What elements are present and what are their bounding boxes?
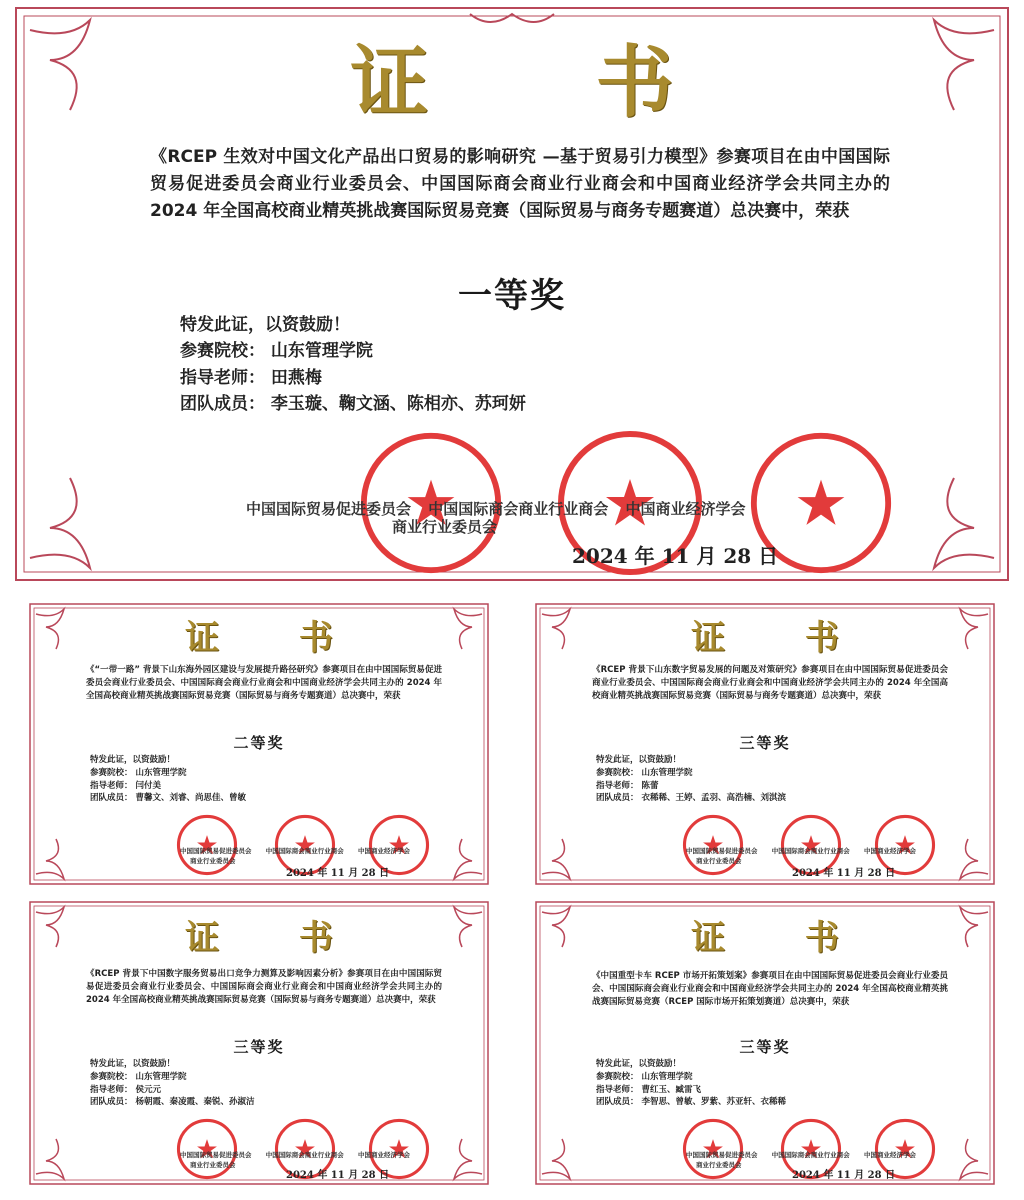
org-1-line2: 商业行业委员会 — [392, 518, 498, 536]
org-2: 中国国际商会商业行业商会 — [771, 847, 850, 855]
certificate-body: 《中国重型卡车 RCEP 市场开拓策划案》参赛项目在由中国国际贸易促进委员会商业行业委员会、中国国际商会商业行业商会和中国商业经济学会共同主办的 2024 年全国高校商业精英挑战赛国际贸易竞赛（RCEP 国际市场开拓策划赛道）总决赛中，荣获 — [592, 971, 948, 1008]
issue-date: 2024 年 11 月 28 日 — [792, 1170, 896, 1181]
issuing-organizations — [24, 1150, 494, 1159]
issue-date: 2024 年 11 月 28 日 — [286, 1170, 390, 1181]
award-level: 三等奖 — [739, 1038, 791, 1056]
award-level: 三等奖 — [739, 734, 791, 752]
certificate-details — [596, 1058, 786, 1109]
org-1: 中国国际贸易促进委员会 — [686, 847, 758, 855]
seal-1 — [176, 814, 238, 876]
org-1-line2: 商业行业委员会 — [190, 1161, 236, 1169]
org-1-line2: 商业行业委员会 — [696, 1161, 742, 1169]
certificate-body: 《RCEP 背景下中国数字服务贸易出口竞争力测算及影响因素分析》参赛项目在由中国国际贸易促进委员会商业行业委员会、中国国际商会商业行业商会和中国商业经济学会共同主办的 2024 年全国高校商业精英挑战赛国际贸易竞赛（国际贸易与商务专题赛道）总决赛中，荣获 — [86, 969, 442, 1006]
org-1-line2: 商业行业委员会 — [190, 857, 236, 865]
certificate-details — [596, 754, 786, 805]
issue-date: 2024 年 11 月 28 日 — [286, 868, 390, 879]
encouragement-line: 特发此证，以资鼓励！ — [90, 1059, 176, 1069]
org-2: 中国国际商会商业行业商会 — [771, 1151, 850, 1159]
advisor-line: 指导老师： 闫付美 — [90, 780, 161, 791]
school-line: 参赛院校： 山东管理学院 — [90, 767, 187, 778]
org-3: 中国商业经济学会 — [864, 847, 917, 855]
certificate-title: 证 书 — [691, 918, 873, 958]
certificate-details — [90, 754, 246, 805]
award-level: 一等奖 — [458, 276, 566, 316]
encouragement-line: 特发此证，以资鼓励！ — [596, 1059, 682, 1069]
advisor-line: 指导老师： 侯元元 — [90, 1084, 161, 1095]
org-3: 中国商业经济学会 — [358, 1151, 411, 1159]
team-line: 团队成员： 李智思、曾敏、罗紫、苏亚轩、衣稀稀 — [596, 1097, 786, 1108]
org-1: 中国国际贸易促进委员会 — [180, 847, 252, 855]
certificate-title: 证 书 — [185, 918, 367, 958]
certificate-third-prize-1 — [530, 600, 1000, 888]
seal-1 — [682, 814, 744, 876]
advisor-line: 指导老师： 曹红玉、臧雷飞 — [596, 1084, 701, 1095]
encouragement-line: 特发此证，以资鼓励！ — [180, 315, 350, 335]
certificate-body: 《RCEP 生效对中国文化产品出口贸易的影响研究 —基于贸易引力模型》参赛项目在由中国国际贸易促进委员会商业行业委员会、中国国际商会商业行业商会和中国商业经济学会共同主办的 2024 年全国高校商业精英挑战赛国际贸易竞赛（国际贸易与商务专题赛道）总决赛中，荣获 — [150, 147, 890, 222]
certificate-details — [180, 312, 526, 417]
org-3: 中国商业经济学会 — [864, 1151, 917, 1159]
org-3: 中国商业经济学会 — [358, 847, 411, 855]
seal-1 — [682, 1118, 744, 1180]
certificate-third-prize-3 — [530, 898, 1000, 1188]
issuing-organizations — [530, 846, 1000, 855]
school-line: 参赛院校： 山东管理学院 — [180, 341, 373, 362]
certificate-title: 证 书 — [350, 37, 744, 128]
org-1-line2: 商业行业委员会 — [696, 857, 742, 865]
org-1: 中国国际贸易促进委员会 — [246, 500, 412, 518]
org-2: 中国国际商会商业行业商会 — [428, 500, 609, 518]
certificate-second-prize — [24, 600, 494, 888]
seal-1 — [176, 1118, 238, 1180]
org-1: 中国国际贸易促进委员会 — [686, 1151, 758, 1159]
team-line: 团队成员： 李玉璇、鞠文涵、陈相亦、苏珂妍 — [180, 394, 526, 415]
advisor-line: 指导老师： 陈蕾 — [596, 780, 659, 791]
school-line: 参赛院校： 山东管理学院 — [596, 767, 693, 778]
award-level: 二等奖 — [233, 734, 285, 752]
encouragement-line: 特发此证，以资鼓励！ — [90, 755, 176, 765]
certificate-body: 《RCEP 背景下山东数字贸易发展的问题及对策研究》参赛项目在由中国国际贸易促进委员会商业行业委员会、中国国际商会商业行业商会和中国商业经济学会共同主办的 2024 年全国高校商业精英挑战赛国际贸易竞赛（国际贸易与商务专题赛道）总决赛中，荣获 — [592, 665, 948, 702]
org-3: 中国商业经济学会 — [625, 500, 746, 518]
award-level: 三等奖 — [233, 1038, 285, 1056]
issue-date: 2024 年 11 月 28 日 — [572, 544, 779, 568]
team-line: 团队成员： 曹馨文、刘睿、尚思佳、曾敏 — [90, 793, 246, 804]
org-2: 中国国际商会商业行业商会 — [265, 1151, 344, 1159]
certificate-third-prize-2 — [24, 898, 494, 1188]
certificate-body: 《“一带一路” 背景下山东海外园区建设与发展提升路径研究》参赛项目在由中国国际贸易促进委员会商业行业委员会、中国国际商会商业行业商会和中国商业经济学会共同主办的 2024 年全国高校商业精英挑战赛国际贸易竞赛（国际贸易与商务专题赛道）总决赛中，荣获 — [86, 665, 442, 702]
certificate-title: 证 书 — [185, 618, 367, 658]
school-line: 参赛院校： 山东管理学院 — [90, 1071, 187, 1082]
school-line: 参赛院校： 山东管理学院 — [596, 1071, 693, 1082]
org-1: 中国国际贸易促进委员会 — [180, 1151, 252, 1159]
encouragement-line: 特发此证，以资鼓励！ — [596, 755, 682, 765]
certificate-title: 证 书 — [691, 618, 873, 658]
issuing-organizations — [24, 846, 494, 855]
team-line: 团队成员： 杨朝霞、秦凌霞、秦锐、孙淑洁 — [90, 1097, 255, 1108]
certificate-first-prize — [0, 0, 1024, 588]
certificate-details — [90, 1058, 254, 1109]
issuing-organizations — [0, 498, 1024, 519]
issue-date: 2024 年 11 月 28 日 — [792, 868, 896, 879]
advisor-line: 指导老师： 田燕梅 — [180, 367, 322, 388]
team-line: 团队成员： 衣稀稀、王婷、孟羽、高浩楠、刘淇滨 — [596, 793, 786, 804]
org-2: 中国国际商会商业行业商会 — [265, 847, 344, 855]
issuing-organizations — [530, 1150, 1000, 1159]
